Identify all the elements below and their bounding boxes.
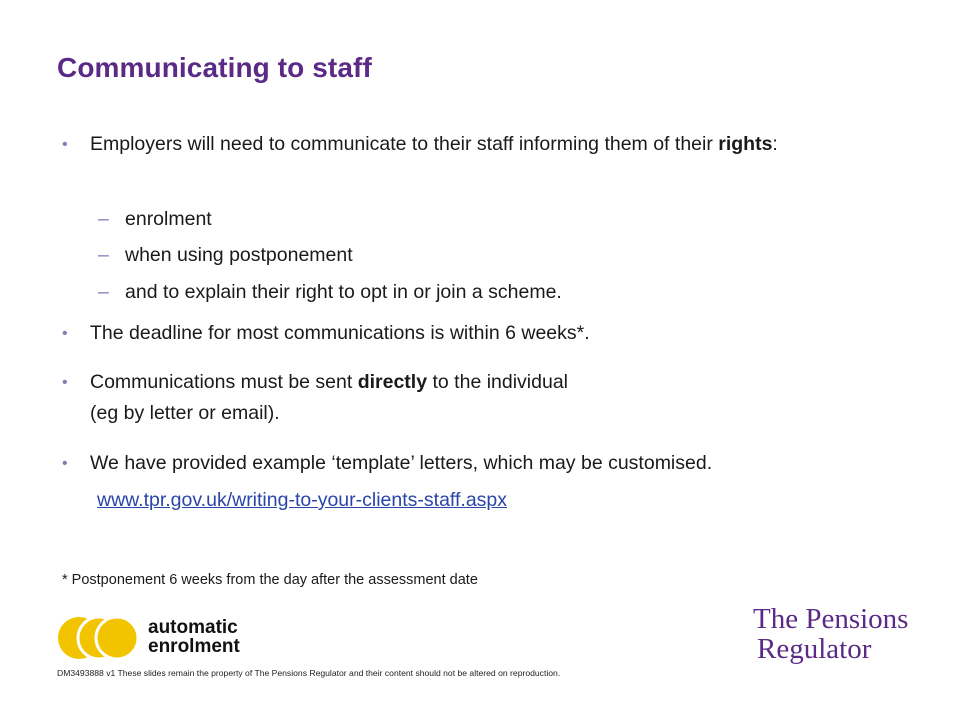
bullet-directly [62, 367, 872, 429]
sub-marker: – [98, 244, 109, 266]
footnote: * Postponement 6 weeks from the day after the assessment date [62, 572, 478, 588]
bullet-deadline: • The deadline for most communications is within 6 weeks*. [62, 318, 872, 349]
sub-item-opt-in: – and to explain their right to opt in or join a scheme. [98, 277, 562, 308]
bullet-text: Employers will need to communicate to their staff informing them of their rights: [90, 133, 778, 155]
slide-title: Communicating to staff [57, 52, 372, 83]
bullet-templates: • We have provided example ‘template’ letters, which may be customised. [62, 448, 872, 479]
disclaimer: DM3493888 v1 These slides remain the property of The Pensions Regulator and their content should not be altered on reproduction. [57, 668, 561, 678]
bullet-marker: • [62, 374, 68, 391]
bullet-marker: • [62, 325, 68, 342]
tpr-templates-link[interactable]: www.tpr.gov.uk/writing-to-your-clients-staff.aspx [97, 489, 508, 511]
bullet-marker: • [62, 455, 68, 472]
automatic-enrolment-logo-icon [57, 615, 139, 661]
sub-marker: – [98, 208, 109, 230]
bullet-text: Communications must be sent directly to the individual (eg by letter or email). [90, 371, 569, 424]
bullet-marker: • [62, 136, 68, 153]
sub-item-postponement: – when using postponement [98, 240, 353, 271]
automatic-enrolment-logo-text: automatic enrolment [148, 617, 240, 657]
sub-item-enrolment: – enrolment [98, 204, 212, 235]
sub-marker: – [98, 281, 109, 303]
bullet-rights [62, 129, 872, 160]
pensions-regulator-logo: The Pensions Regulator [753, 603, 909, 665]
